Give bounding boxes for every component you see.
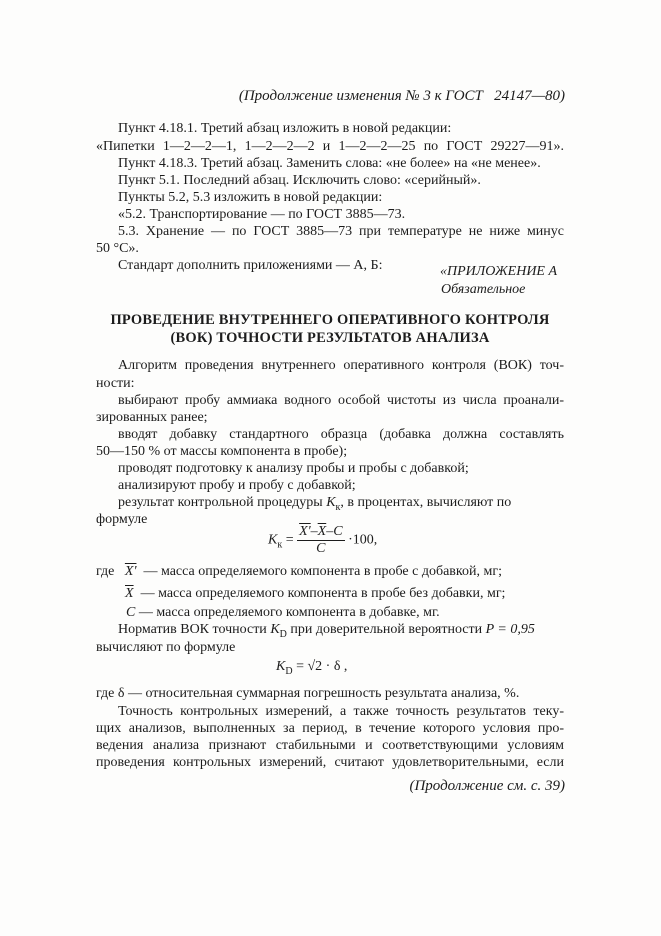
appendix-label: «ПРИЛОЖЕНИЕ А — [440, 264, 558, 279]
paragraph-line: Пункт 4.18.1. Третий абзац изложить в новой редакции: — [118, 121, 452, 136]
paragraph-line: Алгоритм проведения внутреннего оперативного контроля (ВОК) точ- — [118, 358, 564, 373]
paragraph-line: Пункт 5.1. Последний абзац. Исключить слово: «серийный». — [118, 173, 481, 188]
paragraph-line: проведения контрольных измерений, считают удовлетворительными, если — [96, 755, 564, 770]
definition-line: C — масса определяемого компонента в добавке, мг. — [126, 605, 440, 620]
paragraph-line: Точность контрольных измерений, а также точность результатов теку- — [118, 704, 564, 719]
paragraph-line: «5.2. Транспортирование — по ГОСТ 3885—73. — [118, 207, 406, 222]
paragraph-line: формуле — [96, 512, 148, 527]
paragraph-line: Стандарт дополнить приложениями — А, Б: — [118, 258, 383, 273]
paragraph-line: проводят подготовку к анализу пробы и пробы с добавкой; — [118, 461, 469, 476]
definition-line: где X' — масса определяемого компонента в пробе с добавкой, мг; — [96, 564, 502, 579]
paragraph-line: 50 °С». — [96, 241, 139, 256]
symbol-k: K — [326, 495, 336, 510]
paragraph-line: ности: — [96, 376, 135, 391]
paragraph-line: «Пипетки 1—2—2—1, 1—2—2—2 и 1—2—2—25 по ГОСТ 29227—91». — [96, 139, 564, 154]
definition-line: где δ — относительная суммарная погрешность результата анализа, %. — [96, 686, 520, 701]
paragraph-line: зированных ранее; — [96, 410, 208, 425]
formula-kd: $K_D = √2 \cdot \delta$ , — [276, 659, 348, 677]
definition-line: $\overline{X}$ — масса определяемого компонента в пробе без добавки, мг; — [125, 586, 506, 601]
paragraph-line: результат контрольной процедуры $K_к$, в процентах, вычисляют по — [118, 495, 512, 513]
paragraph-line: Пункты 5.2, 5.3 изложить в новой редакции: — [118, 190, 383, 205]
paragraph-line: вводят добавку стандартного образца (добавка должна составлять — [118, 427, 564, 442]
section-title: (ВОК) ТОЧНОСТИ РЕЗУЛЬТАТОВ АНАЛИЗА — [170, 330, 490, 346]
paragraph-line: анализируют пробу и пробу с добавкой; — [118, 478, 356, 493]
paragraph-line: Пункт 4.18.3. Третий абзац. Заменить слова: «не более» на «не менее». — [118, 156, 541, 171]
appendix-status: Обязательное — [441, 282, 526, 297]
formula-kk: $K_к$ = $\frac{X'-\overline{X}-C}{C}$ ·100, — [268, 524, 378, 556]
paragraph-line: Норматив ВОК точности $K_D$ при доверительной вероятности P = 0,95 — [118, 622, 535, 640]
running-header: (Продолжение изменения № 3 к ГОСТ 24147—80) — [238, 88, 565, 104]
paragraph-line: 5.3. Хранение — по ГОСТ 3885—73 при температуре не ниже минус — [118, 224, 564, 239]
continuation-footer: (Продолжение см. с. 39) — [409, 778, 565, 794]
paragraph-line: ведения анализа признают стабильными и соответствующими условиям — [96, 738, 564, 753]
formula-fraction: $\frac{X'-\overline{X}-C}{C}$ — [299, 524, 343, 556]
paragraph-line: вычисляют по формуле — [96, 640, 236, 655]
section-title: ПРОВЕДЕНИЕ ВНУТРЕННЕГО ОПЕРАТИВНОГО КОНТРОЛЯ — [110, 312, 550, 328]
paragraph-line: выбирают пробу аммиака водного особой чистоты из числа проанали- — [118, 393, 564, 408]
paragraph-line: 50—150 % от массы компонента в пробе); — [96, 444, 348, 459]
paragraph-line: щих анализов, выполненных за период, в течение которого условия про- — [96, 721, 564, 736]
